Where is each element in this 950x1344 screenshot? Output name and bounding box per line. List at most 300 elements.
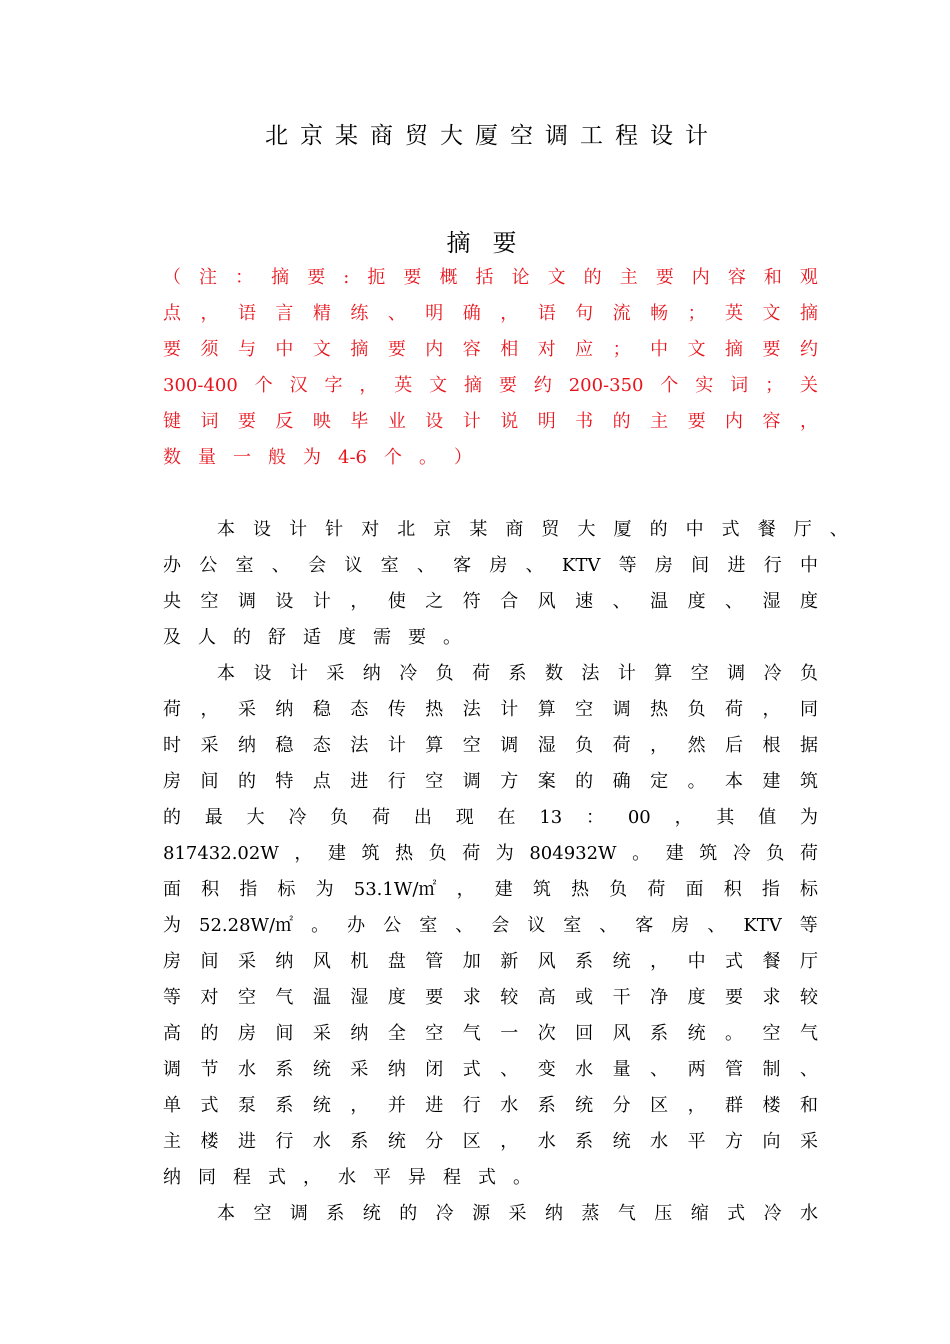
- text-token: 语: [537, 303, 556, 324]
- text-token: 餐: [757, 519, 776, 540]
- text-token: （: [163, 267, 181, 288]
- text-token: ，: [200, 303, 219, 324]
- text-token: ，: [456, 879, 475, 900]
- text-token: 一: [500, 1023, 519, 1044]
- text-token: 负: [575, 735, 594, 756]
- note-line: [163, 404, 818, 440]
- text-token: 量: [198, 447, 216, 468]
- text-token: 间: [200, 951, 219, 972]
- text-token: 式: [725, 951, 744, 972]
- text-token: 负: [800, 663, 818, 684]
- text-token: 水: [575, 1059, 594, 1080]
- text-token: 词: [730, 375, 749, 396]
- text-token: 冷: [288, 807, 307, 828]
- text-token: 热: [395, 843, 414, 864]
- text-token: 进: [237, 1131, 256, 1152]
- text-token: ，: [500, 1131, 519, 1152]
- text-token: ；: [765, 375, 784, 396]
- text-token: 论: [511, 267, 530, 288]
- text-token: 文: [687, 339, 706, 360]
- text-token: 本: [217, 519, 235, 540]
- text-token: 键: [163, 411, 181, 432]
- text-token: 式: [721, 519, 740, 540]
- text-token: 冷: [399, 663, 418, 684]
- text-token: 办: [163, 555, 181, 576]
- text-token: 计: [617, 663, 636, 684]
- text-token: 面: [685, 879, 704, 900]
- text-token: 明: [537, 411, 556, 432]
- text-token: 分: [612, 1095, 631, 1116]
- text-token: 调: [289, 1203, 308, 1224]
- text-token: 面: [163, 879, 181, 900]
- text-token: 度: [687, 987, 706, 1008]
- text-token: 机: [350, 951, 369, 972]
- text-token: 蒸: [581, 1203, 600, 1224]
- text-token: 平: [373, 1167, 391, 1188]
- text-token: 为: [163, 915, 181, 936]
- text-token: 的: [163, 807, 181, 828]
- text-token: ，: [650, 951, 669, 972]
- text-token: 的: [583, 267, 602, 288]
- text-token: 要: [687, 411, 706, 432]
- text-token: 系: [275, 1095, 294, 1116]
- text-token: 和: [763, 267, 782, 288]
- text-token: KTV: [743, 915, 782, 936]
- text-token: 央: [163, 591, 181, 612]
- text-token: 本: [217, 663, 235, 684]
- text-token: 管: [425, 951, 444, 972]
- text-token: 泵: [237, 1095, 256, 1116]
- text-token: 要: [762, 339, 781, 360]
- text-token: 、: [525, 555, 544, 576]
- text-token: 点: [163, 303, 181, 324]
- text-token: 调: [163, 1059, 181, 1080]
- body-line: [163, 800, 818, 836]
- text-token: ；: [687, 303, 706, 324]
- text-token: 点: [312, 771, 331, 792]
- text-token: 本: [217, 1203, 235, 1224]
- text-token: 练: [350, 303, 369, 324]
- text-token: 流: [612, 303, 631, 324]
- body-line: [163, 548, 818, 584]
- text-token: 括: [475, 267, 494, 288]
- text-token: 设: [253, 519, 272, 540]
- text-token: 、: [500, 1059, 519, 1080]
- text-token: 建: [494, 879, 513, 900]
- text-token: 等: [163, 987, 181, 1008]
- text-token: 稳: [275, 735, 294, 756]
- text-token: 荷: [472, 663, 491, 684]
- text-token: 商: [505, 519, 524, 540]
- text-token: 筑: [699, 843, 718, 864]
- text-token: 统: [575, 1095, 594, 1116]
- text-token: 。: [725, 1023, 744, 1044]
- text-token: 与: [237, 339, 256, 360]
- text-token: 房: [489, 555, 508, 576]
- text-token: 制: [762, 1059, 781, 1080]
- text-token: 。: [419, 447, 437, 468]
- text-token: 、: [612, 591, 631, 612]
- text-token: 室: [235, 555, 254, 576]
- text-token: 应: [575, 339, 594, 360]
- text-token: 定: [650, 771, 669, 792]
- text-token: :: [343, 267, 350, 288]
- text-token: 个: [660, 375, 679, 396]
- text-token: 空: [237, 987, 256, 1008]
- text-token: 字: [324, 375, 343, 396]
- text-token: 数: [163, 447, 181, 468]
- text-token: 方: [725, 1131, 744, 1152]
- text-token: 个: [384, 447, 402, 468]
- text-token: 00: [627, 807, 651, 828]
- text-token: 空: [253, 1203, 272, 1224]
- text-token: 盘: [387, 951, 406, 972]
- text-token: 汉: [289, 375, 308, 396]
- text-token: ，: [350, 591, 369, 612]
- text-token: 纳: [350, 1023, 369, 1044]
- text-token: 调: [237, 591, 256, 612]
- body-line: [163, 1160, 818, 1196]
- text-token: 指: [239, 879, 258, 900]
- text-token: 标: [800, 879, 818, 900]
- text-token: 间: [691, 555, 710, 576]
- text-token: 贸: [541, 519, 560, 540]
- text-token: 为: [303, 447, 321, 468]
- text-token: 观: [799, 267, 818, 288]
- text-token: 计: [312, 591, 331, 612]
- text-token: 要: [387, 339, 406, 360]
- paragraph-2: [163, 656, 818, 1196]
- text-token: 说: [500, 411, 519, 432]
- text-token: 的: [649, 519, 668, 540]
- text-token: 主: [163, 1131, 181, 1152]
- text-token: 指: [761, 879, 780, 900]
- text-token: ，: [359, 375, 378, 396]
- text-token: 两: [687, 1059, 706, 1080]
- text-token: 统: [362, 1203, 381, 1224]
- text-token: 值: [758, 807, 777, 828]
- text-token: 行: [763, 555, 782, 576]
- text-token: 要: [425, 987, 444, 1008]
- text-token: 、: [387, 303, 406, 324]
- text-token: 热: [650, 699, 669, 720]
- body-line: [163, 728, 818, 764]
- text-token: 荷: [163, 699, 181, 720]
- text-token: 空: [690, 663, 709, 684]
- note-line: [163, 260, 818, 296]
- text-token: 调: [727, 663, 746, 684]
- text-token: ，: [500, 303, 519, 324]
- text-token: 室: [563, 915, 582, 936]
- text-token: 和: [799, 1095, 818, 1116]
- text-token: 房: [654, 555, 673, 576]
- text-token: 时: [163, 735, 181, 756]
- text-token: 映: [312, 411, 331, 432]
- text-token: 筑: [799, 771, 818, 792]
- text-token: 之: [425, 591, 444, 612]
- text-token: 室: [419, 915, 438, 936]
- text-token: 行: [387, 771, 406, 792]
- text-token: 确: [462, 303, 481, 324]
- text-token: 水: [500, 1095, 519, 1116]
- body-line: [163, 1124, 818, 1160]
- text-token: 约: [799, 339, 818, 360]
- text-token: 水: [237, 1059, 256, 1080]
- text-token: 水: [650, 1131, 669, 1152]
- text-token: 系: [575, 1131, 594, 1152]
- text-token: 中: [650, 339, 669, 360]
- text-token: ；: [612, 339, 631, 360]
- text-token: 办: [347, 915, 366, 936]
- text-token: 公: [383, 915, 402, 936]
- text-token: 纳: [275, 699, 294, 720]
- text-token: 文: [762, 303, 781, 324]
- text-token: 会: [491, 915, 510, 936]
- text-token: 对: [537, 339, 556, 360]
- text-token: 荷: [462, 843, 481, 864]
- text-token: 。: [311, 915, 330, 936]
- text-token: 房: [671, 915, 690, 936]
- text-token: 度: [799, 591, 818, 612]
- text-token: 客: [635, 915, 654, 936]
- text-token: 对: [200, 987, 219, 1008]
- text-token: 计: [387, 735, 406, 756]
- text-token: 空: [425, 771, 444, 792]
- text-token: 容: [727, 267, 746, 288]
- text-token: 确: [612, 771, 631, 792]
- text-token: 个: [254, 375, 273, 396]
- text-token: 较: [500, 987, 519, 1008]
- text-token: 13: [539, 807, 563, 828]
- text-token: ，: [200, 699, 219, 720]
- text-token: 的: [575, 771, 594, 792]
- text-token: 、: [271, 555, 290, 576]
- text-token: 间: [275, 1023, 294, 1044]
- body-line: [163, 1088, 818, 1124]
- text-token: 源: [472, 1203, 491, 1224]
- text-token: 明: [425, 303, 444, 324]
- text-token: 要: [403, 267, 422, 288]
- text-token: 语: [237, 303, 256, 324]
- text-token: 计: [500, 699, 519, 720]
- text-token: 要: [163, 339, 181, 360]
- paragraph-1: [163, 512, 848, 656]
- text-token: 空: [575, 699, 594, 720]
- text-token: 出: [413, 807, 432, 828]
- text-token: 高: [537, 987, 556, 1008]
- text-token: 荷: [612, 735, 631, 756]
- text-token: 本: [725, 771, 744, 792]
- text-token: 纳: [275, 951, 294, 972]
- text-token: 要: [655, 267, 674, 288]
- text-token: 据: [799, 735, 818, 756]
- text-token: 200-350: [568, 375, 644, 396]
- note-line: [163, 368, 818, 404]
- text-token: ，: [674, 807, 693, 828]
- text-token: 水: [338, 1167, 356, 1188]
- text-token: 内: [725, 411, 744, 432]
- text-token: 。: [687, 771, 706, 792]
- text-token: 态: [350, 699, 369, 720]
- text-token: 厅: [799, 951, 818, 972]
- text-token: 闭: [425, 1059, 444, 1080]
- text-token: 摘: [464, 375, 483, 396]
- text-token: 异: [408, 1167, 426, 1188]
- text-token: 法: [350, 735, 369, 756]
- text-token: 净: [650, 987, 669, 1008]
- text-token: 湿: [350, 987, 369, 1008]
- text-token: 言: [275, 303, 294, 324]
- text-token: 关: [799, 375, 818, 396]
- text-token: 等: [618, 555, 637, 576]
- text-token: 、: [599, 915, 618, 936]
- text-token: 纳: [387, 1059, 406, 1080]
- text-token: 进: [727, 555, 746, 576]
- text-token: 大: [246, 807, 265, 828]
- text-token: 热: [571, 879, 590, 900]
- text-token: 气: [799, 1023, 818, 1044]
- text-token: 法: [581, 663, 600, 684]
- text-token: 算: [425, 735, 444, 756]
- text-token: 对: [361, 519, 380, 540]
- text-token: 度: [687, 591, 706, 612]
- text-token: 要: [408, 627, 426, 648]
- text-token: 注: [199, 267, 218, 288]
- text-token: 系: [508, 663, 527, 684]
- text-token: 负: [428, 843, 447, 864]
- text-token: 纳: [544, 1203, 563, 1224]
- text-token: ，: [303, 1167, 321, 1188]
- text-token: 算: [537, 699, 556, 720]
- text-token: 风: [537, 951, 556, 972]
- text-token: 使: [387, 591, 406, 612]
- text-token: 房: [237, 1023, 256, 1044]
- body-line: [163, 1196, 818, 1232]
- text-token: 、: [725, 591, 744, 612]
- text-token: 湿: [537, 735, 556, 756]
- text-token: 英: [725, 303, 744, 324]
- text-token: 水: [537, 1131, 556, 1152]
- text-token: 英: [394, 375, 413, 396]
- text-token: 的: [237, 771, 256, 792]
- text-token: 负: [330, 807, 349, 828]
- text-token: 统: [387, 1131, 406, 1152]
- text-token: 统: [312, 1095, 331, 1116]
- text-token: 为: [800, 807, 818, 828]
- text-token: 、: [829, 519, 848, 540]
- text-token: 设: [275, 591, 294, 612]
- text-token: 采: [237, 951, 256, 972]
- text-token: 较: [799, 987, 818, 1008]
- text-token: 度: [387, 987, 406, 1008]
- text-token: 积: [201, 879, 220, 900]
- text-token: 回: [575, 1023, 594, 1044]
- text-token: 反: [275, 411, 294, 432]
- text-token: 楼: [762, 1095, 781, 1116]
- text-token: 的: [233, 627, 251, 648]
- text-token: 统: [687, 1023, 706, 1044]
- text-token: 系: [575, 951, 594, 972]
- text-token: 厦: [613, 519, 632, 540]
- text-token: 。: [632, 843, 651, 864]
- text-token: 高: [163, 1023, 181, 1044]
- text-token: 厅: [793, 519, 812, 540]
- text-token: 分: [425, 1131, 444, 1152]
- text-token: ，: [650, 735, 669, 756]
- note-line: [163, 296, 818, 332]
- text-token: 为: [315, 879, 334, 900]
- text-token: 般: [268, 447, 286, 468]
- text-token: 单: [163, 1095, 181, 1116]
- body-line: [163, 620, 818, 656]
- text-token: ，: [799, 411, 818, 432]
- text-token: 式: [462, 1059, 481, 1080]
- text-token: 系: [275, 1059, 294, 1080]
- text-token: 水: [312, 1131, 331, 1152]
- text-token: 加: [462, 951, 481, 972]
- text-token: 同: [198, 1167, 216, 1188]
- text-token: 4-6: [338, 447, 367, 468]
- body-line: [163, 692, 818, 728]
- text-token: 纳: [163, 1167, 181, 1188]
- text-token: 新: [500, 951, 519, 972]
- text-token: 度: [338, 627, 356, 648]
- text-token: 摘: [799, 303, 818, 324]
- text-token: 合: [500, 591, 519, 612]
- text-token: 同: [799, 699, 818, 720]
- text-token: 变: [537, 1059, 556, 1080]
- text-token: 京: [433, 519, 452, 540]
- text-token: 房: [163, 951, 181, 972]
- text-token: 算: [654, 663, 673, 684]
- text-token: 调: [462, 771, 481, 792]
- text-token: 负: [766, 843, 785, 864]
- text-token: 然: [687, 735, 706, 756]
- body-line: [163, 1016, 818, 1052]
- text-token: 、: [650, 1059, 669, 1080]
- text-token: 在: [497, 807, 516, 828]
- text-token: 要: [237, 411, 256, 432]
- body-line: [163, 836, 818, 872]
- body-line: [163, 584, 818, 620]
- text-token: 设: [253, 663, 272, 684]
- text-token: 标: [277, 879, 296, 900]
- text-token: 缩: [690, 1203, 709, 1224]
- text-token: 筑: [532, 879, 551, 900]
- text-token: 传: [387, 699, 406, 720]
- text-token: 约: [533, 375, 552, 396]
- text-token: 须: [200, 339, 219, 360]
- text-token: 量: [612, 1059, 631, 1080]
- text-token: 设: [425, 411, 444, 432]
- body-line: [163, 908, 818, 944]
- text-token: 风: [612, 1023, 631, 1044]
- text-token: 荷: [372, 807, 391, 828]
- text-token: 议: [344, 555, 363, 576]
- text-token: 气: [617, 1203, 636, 1224]
- text-token: 词: [200, 411, 219, 432]
- text-token: 间: [200, 771, 219, 792]
- text-token: 概: [439, 267, 458, 288]
- text-token: 区: [462, 1131, 481, 1152]
- note-line: [163, 440, 818, 476]
- text-token: 湿: [762, 591, 781, 612]
- text-token: 行: [462, 1095, 481, 1116]
- text-token: 中: [685, 519, 704, 540]
- text-token: 文: [429, 375, 448, 396]
- text-token: 系: [650, 1023, 669, 1044]
- text-token: 向: [762, 1131, 781, 1152]
